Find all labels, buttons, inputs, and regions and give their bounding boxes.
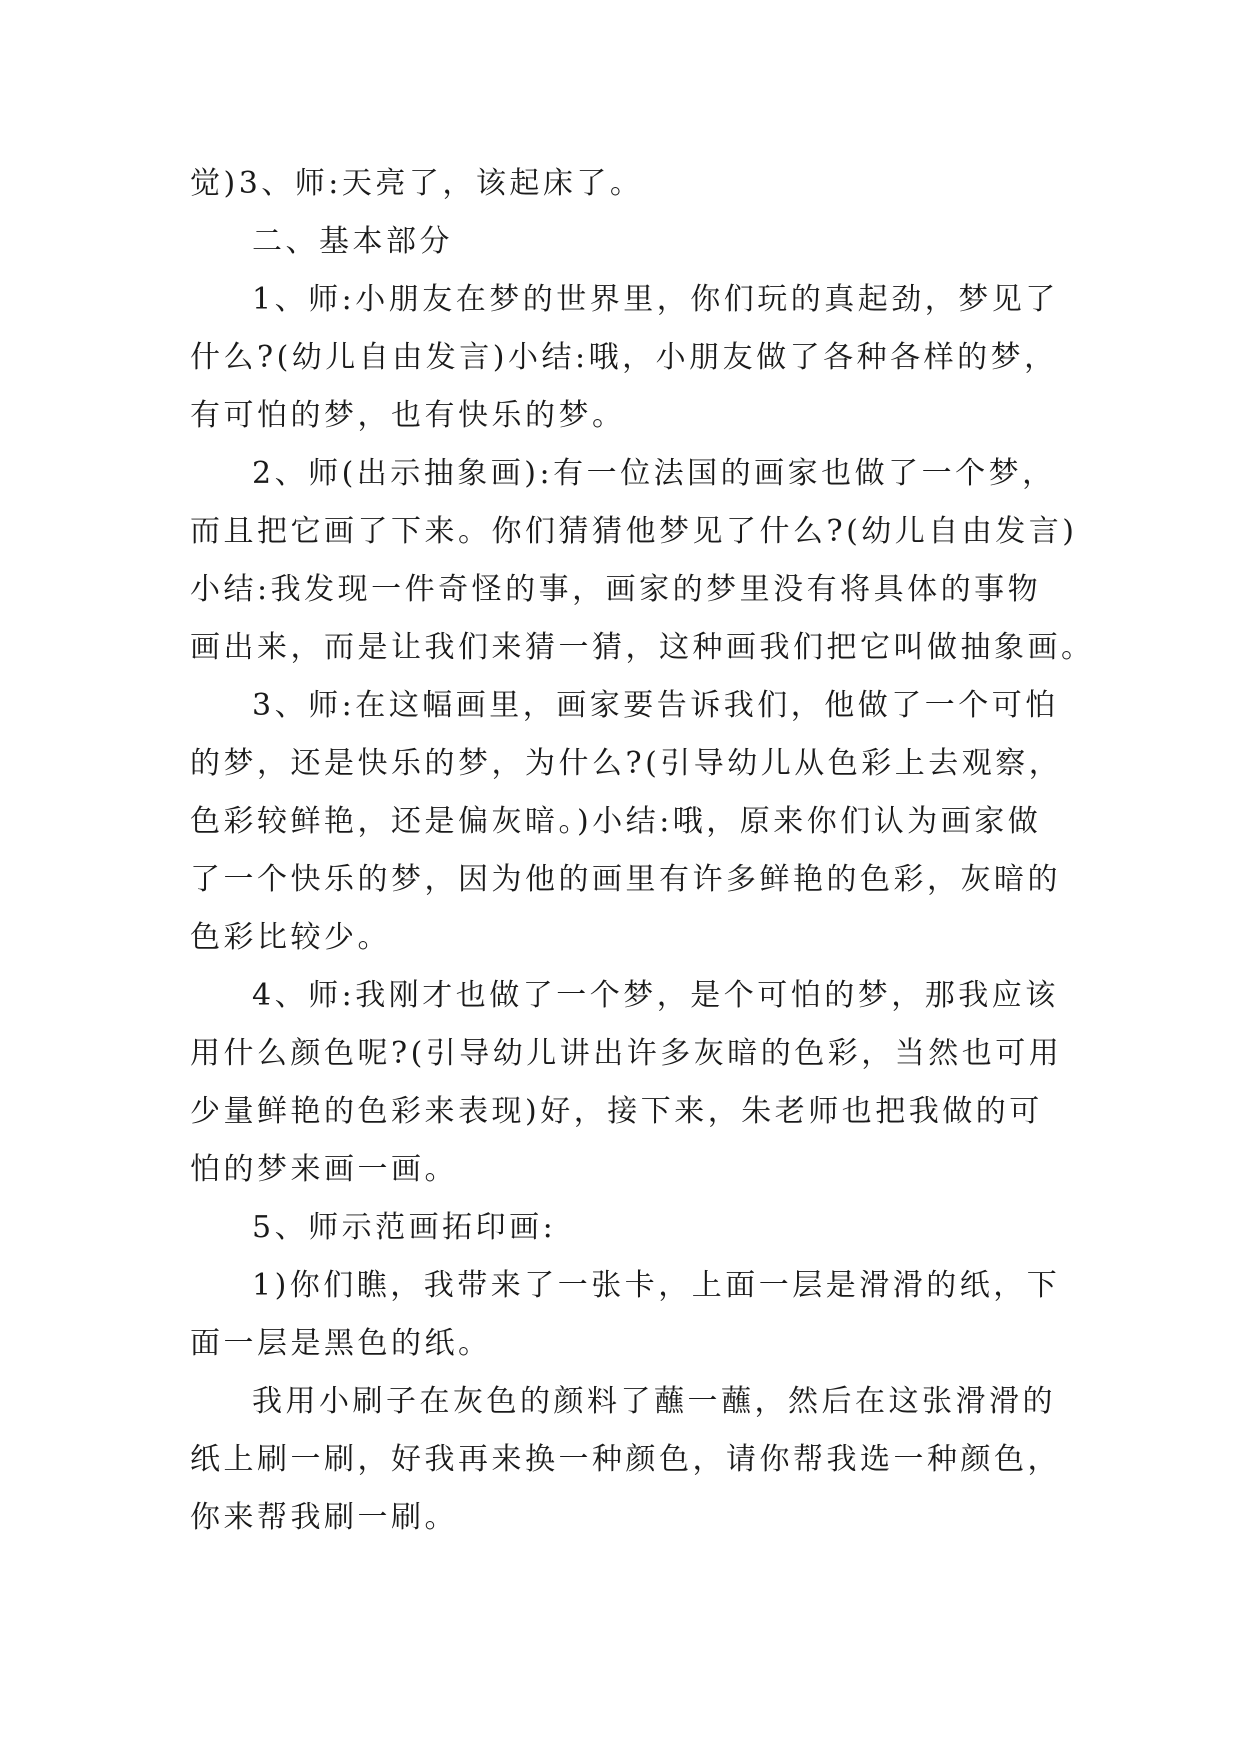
text-line-1: 觉)3、师:天亮了，该起床了。 <box>190 166 644 201</box>
text-line-20: 1)你们瞧，我带来了一张卡，上面一层是滑滑的纸，下 <box>252 1268 1061 1303</box>
text-line-24: 你来帮我刷一刷。 <box>190 1500 458 1535</box>
text-line-19: 5、师示范画拓印画: <box>252 1210 557 1245</box>
text-line-8: 小结:我发现一件奇怪的事，画家的梦里没有将具体的事物 <box>190 572 1042 607</box>
text-line-10: 3、师:在这幅画里，画家要告诉我们，他做了一个可怕 <box>252 688 1059 723</box>
text-line-13: 了一个快乐的梦，因为他的画里有许多鲜艳的色彩，灰暗的 <box>190 862 1061 897</box>
text-line-9: 画出来，而是让我们来猜一猜，这种画我们把它叫做抽象画。 <box>190 630 1095 665</box>
text-line-21: 面一层是黑色的纸。 <box>190 1326 492 1361</box>
document-page <box>190 155 1095 1547</box>
text-line-18: 怕的梦来画一画。 <box>190 1152 458 1187</box>
text-line-14: 色彩比较少。 <box>190 920 391 955</box>
text-line-12: 色彩较鲜艳，还是偏灰暗。)小结:哦，原来你们认为画家做 <box>190 804 1042 839</box>
text-line-3: 1、师:小朋友在梦的世界里，你们玩的真起劲，梦见了 <box>252 282 1059 317</box>
text-line-17: 少量鲜艳的色彩来表现)好，接下来，朱老师也把我做的可 <box>190 1094 1043 1129</box>
text-line-6: 2、师(出示抽象画):有一位法国的画家也做了一个梦， <box>252 456 1056 491</box>
text-line-5: 有可怕的梦，也有快乐的梦。 <box>190 398 626 433</box>
text-line-4: 什么?(幼儿自由发言)小结:哦，小朋友做了各种各样的梦， <box>190 340 1058 375</box>
text-line-23: 纸上刷一刷，好我再来换一种颜色，请你帮我选一种颜色， <box>190 1442 1061 1477</box>
text-line-22: 我用小刷子在灰色的颜料了蘸一蘸，然后在这张滑滑的 <box>252 1384 1056 1419</box>
text-line-15: 4、师:我刚才也做了一个梦，是个可怕的梦，那我应该 <box>252 978 1059 1013</box>
text-line-16: 用什么颜色呢?(引导幼儿讲出许多灰暗的色彩，当然也可用 <box>190 1036 1063 1071</box>
section-heading: 二、基本部分 <box>252 224 453 259</box>
text-line-11: 的梦，还是快乐的梦，为什么?(引导幼儿从色彩上去观察， <box>190 746 1063 781</box>
text-line-7: 而且把它画了下来。你们猜猜他梦见了什么?(幼儿自由发言) <box>190 514 1078 549</box>
